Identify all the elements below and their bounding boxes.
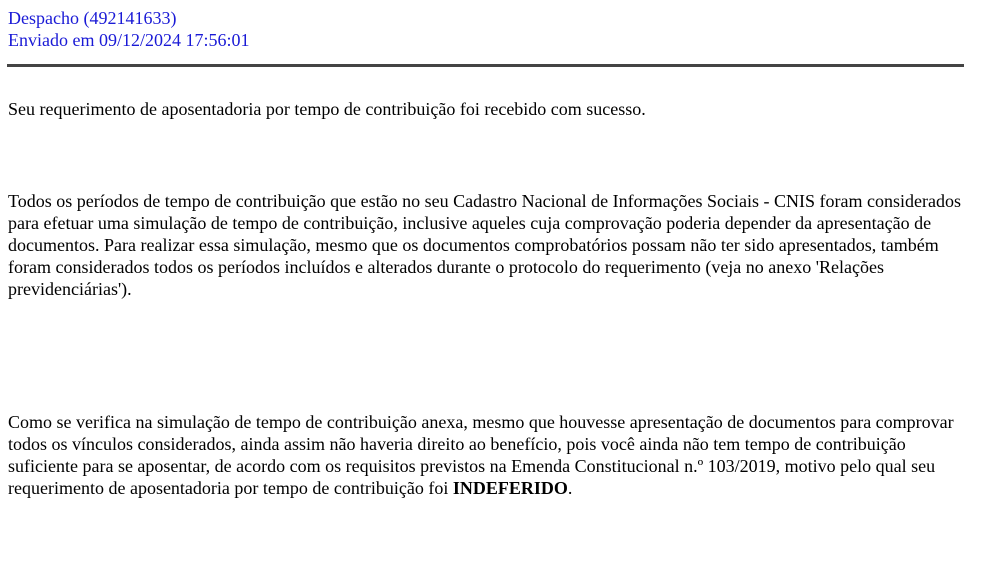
paragraph-decision <box>8 411 968 499</box>
header-divider <box>7 64 964 67</box>
paragraph-received: Seu requerimento de aposentadoria por tempo de contribuição foi recebido com sucesso. <box>8 99 646 119</box>
dispatch-title: Despacho (492141633) <box>8 8 177 28</box>
sent-timestamp: Enviado em 09/12/2024 17:56:01 <box>8 30 250 50</box>
decision-end: . <box>567 478 573 498</box>
decision-status: INDEFERIDO <box>452 478 568 498</box>
message-header <box>8 7 249 51</box>
decision-text: Como se verifica na simulação de tempo de contribuição anexa, mesmo que houvesse apresentação de documentos para comprovar todos os vínculos considerados, ainda assim não haveria direito ao benefício, pois você ainda não tem tempo de contribuição suficiente para se aposentar, de acordo com os requisitos previstos na Emenda Constitucional n.º 103/2019, motivo pelo qual seu requerimento de aposentadoria por tempo de contribuição foi <box>8 412 954 498</box>
paragraph-simulation: Todos os períodos de tempo de contribuição que estão no seu Cadastro Nacional de Informações Sociais - CNIS foram considerados para efetuar uma simulação de tempo de contribuição, inclusive aqueles cuja comprovação poderia depender da apresentação de documentos. Para realizar essa simulação, mesmo que os documentos comprobatórios possam não ter sido apresentados, também foram considerados todos os períodos incluídos e alterados durante o protocolo do requerimento (veja no anexo 'Relações previdenciárias'). <box>8 191 961 299</box>
